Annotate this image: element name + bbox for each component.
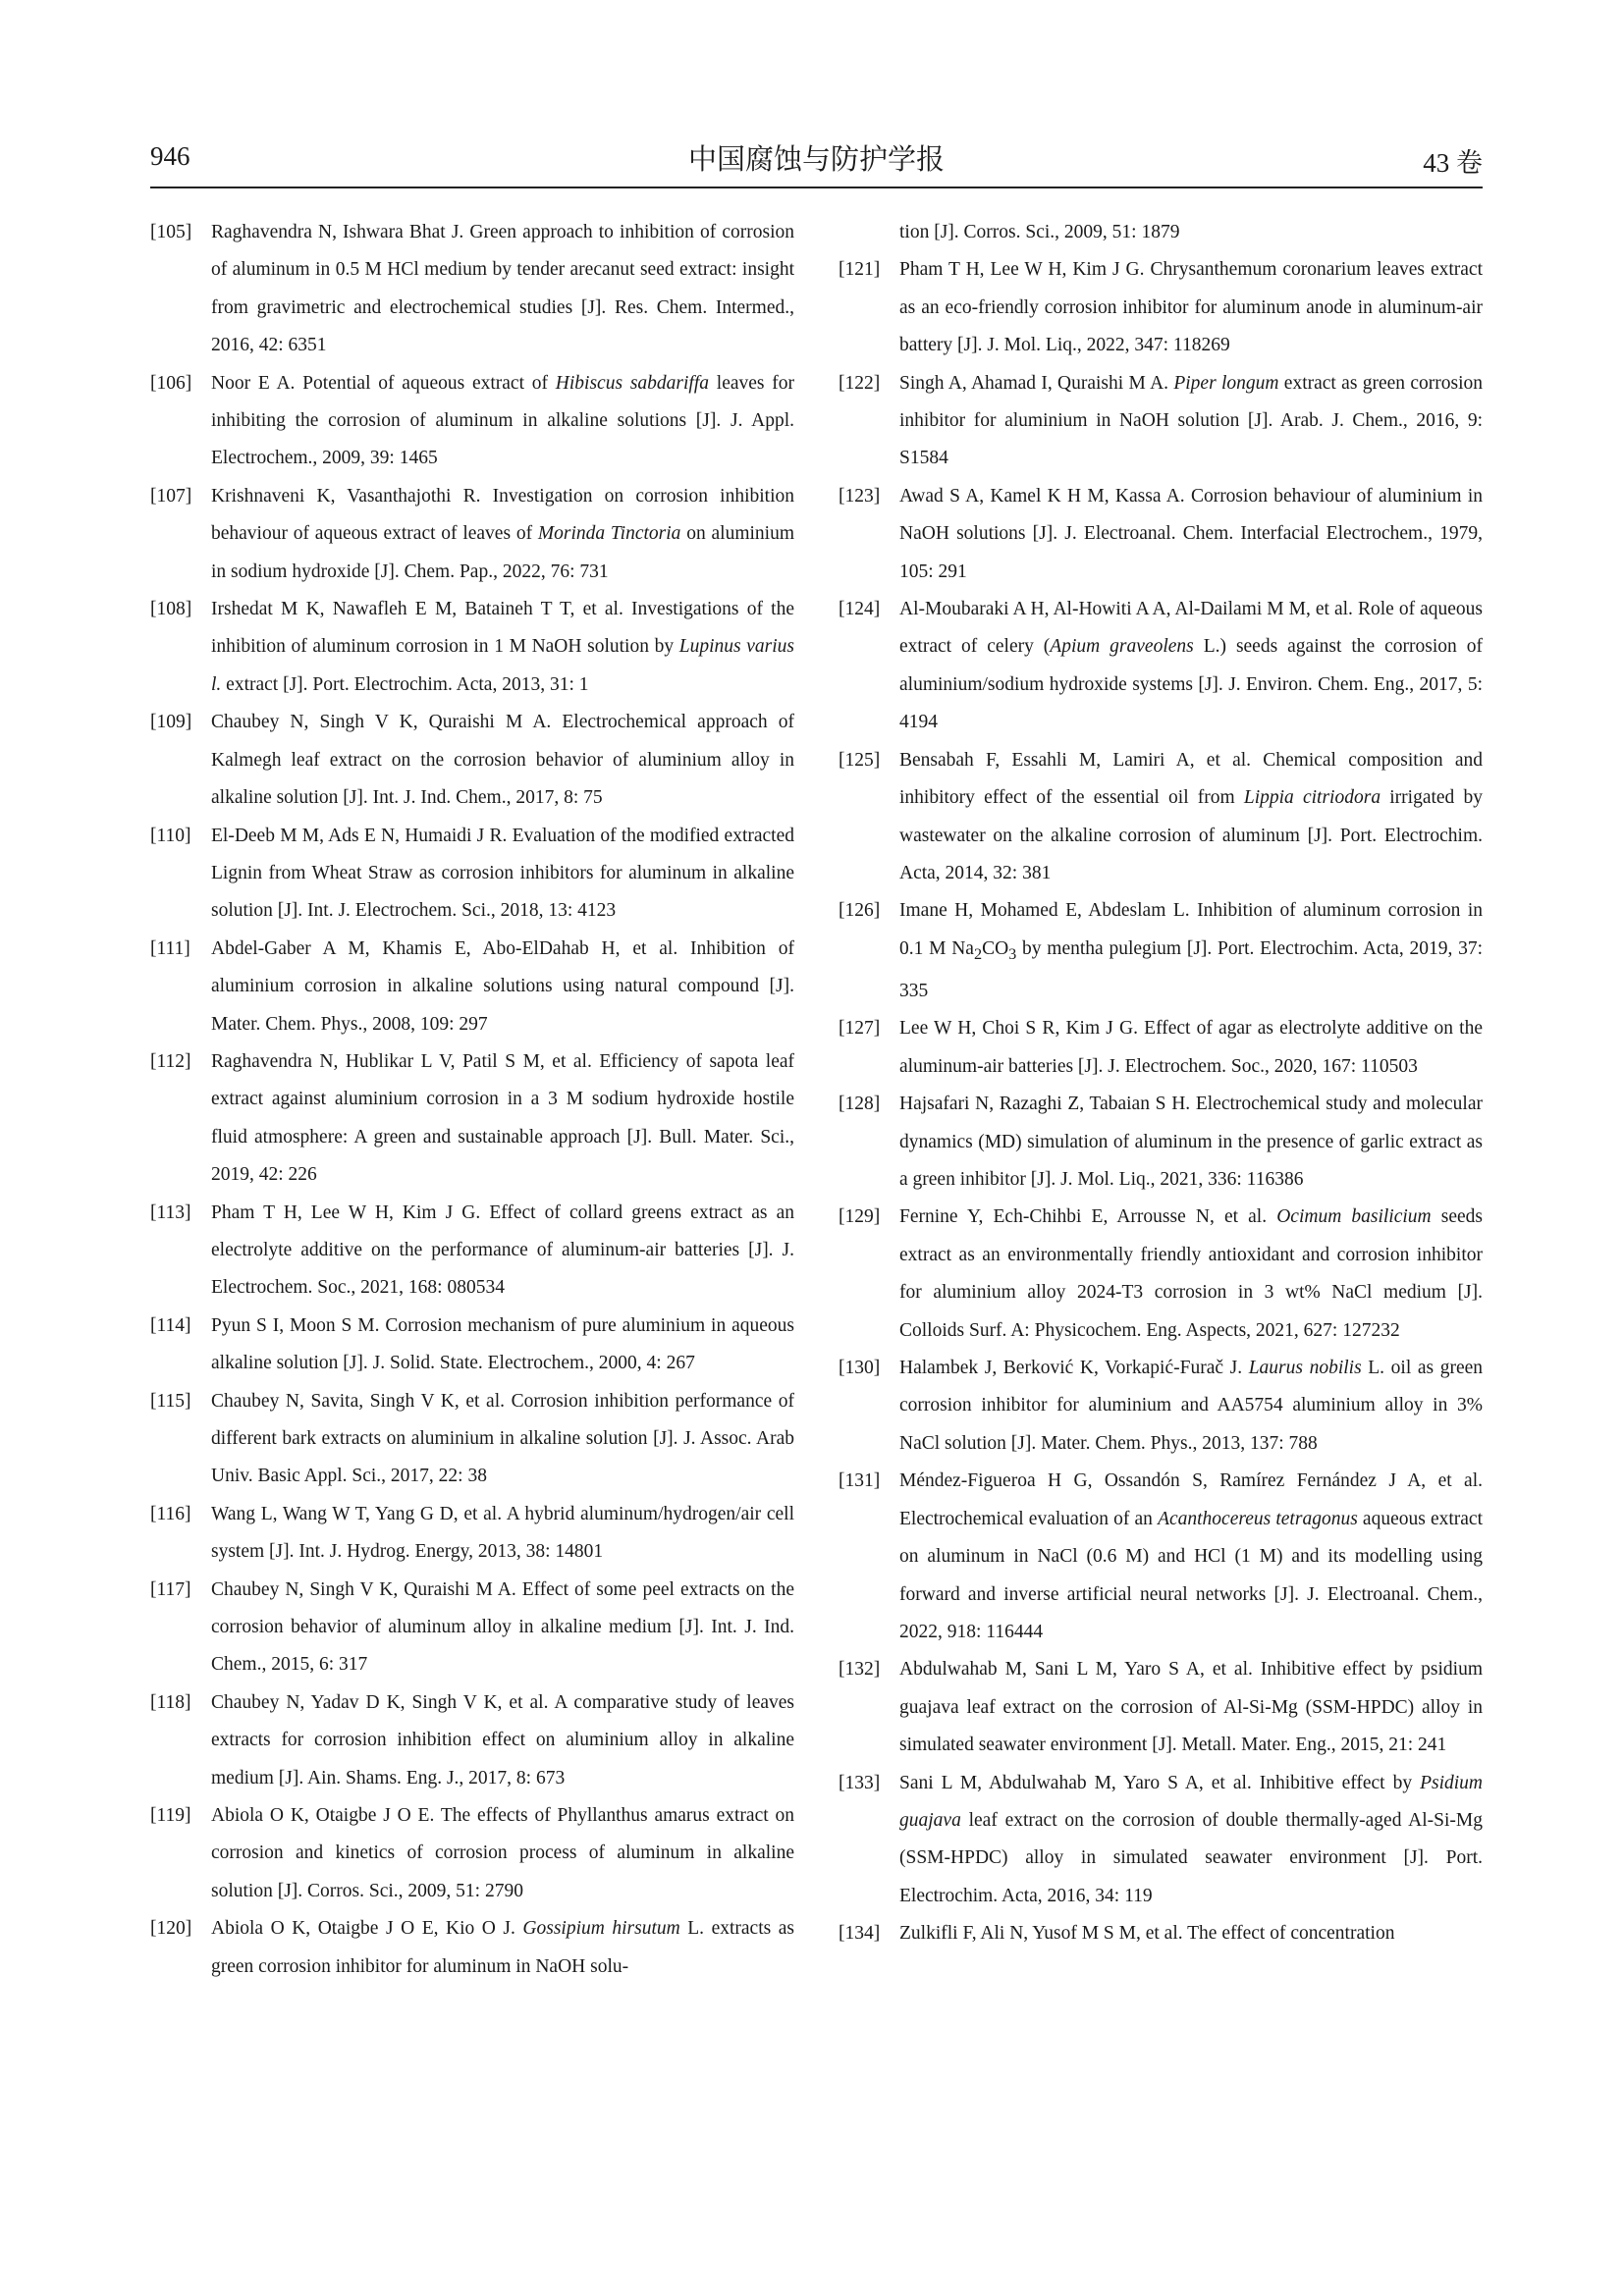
reference-text: 3 bbox=[1008, 944, 1017, 963]
reference-entry bbox=[839, 1350, 1483, 1463]
reference-text: Chaubey N, Singh V K, Quraishi M A. Effect of some peel extracts on the corrosion behavior of aluminum alloy in alkaline medium [J]. Int. J. Ind. Chem., 2015, 6: 317 bbox=[211, 1578, 794, 1676]
reference-number: [111] bbox=[150, 937, 190, 959]
reference-text: Zulkifli F, Ali N, Yusof M S M, et al. The effect of concentration bbox=[899, 1923, 1395, 1945]
reference-text: Abdel-Gaber A M, Khamis E, Abo-ElDahab H, et al. Inhibition of aluminium corrosion in alkaline solutions using natural compound [J]. Mater. Chem. Phys., 2008, 109: 297 bbox=[211, 937, 794, 1035]
reference-number: [117] bbox=[150, 1578, 191, 1600]
reference-entry bbox=[839, 1765, 1483, 1916]
reference-entry bbox=[150, 365, 794, 478]
reference-number: [124] bbox=[839, 599, 881, 620]
reference-entry bbox=[839, 742, 1483, 893]
reference-text: Halambek J, Berković K, Vorkapić-Furač J. bbox=[899, 1358, 1249, 1379]
reference-entry bbox=[839, 1915, 1483, 1952]
reference-number: [122] bbox=[839, 372, 881, 394]
reference-text: 2 bbox=[973, 944, 983, 963]
reference-number: [116] bbox=[150, 1503, 191, 1524]
reference-number: [126] bbox=[839, 900, 881, 922]
reference-entry bbox=[150, 1910, 794, 1986]
reference-italic-text: Psidium guajava bbox=[899, 1772, 1483, 1831]
reference-number: [114] bbox=[150, 1314, 191, 1336]
reference-number: [107] bbox=[150, 485, 192, 507]
reference-column-left bbox=[150, 214, 794, 1986]
reference-text: CO bbox=[982, 937, 1009, 959]
reference-italic-text: Lippia citriodora bbox=[1243, 787, 1381, 809]
reference-text: Abiola O K, Otaigbe J O E, Kio O J. bbox=[211, 1918, 523, 1940]
volume-label: 43 卷 bbox=[1423, 148, 1483, 178]
reference-text: Hajsafari N, Razaghi Z, Tabaian S H. Electrochemical study and molecular dynamics (MD) simulation of aluminum in the presence of garlic extract as a green inhibitor [J]. J. Mol. Liq., 2021, 336: 116386 bbox=[899, 1094, 1483, 1191]
reference-text: Irshedat M K, Nawafleh E M, Bataineh T T, et al. Investigations of the inhibition of aluminum corrosion in 1 M NaOH solution by bbox=[211, 599, 794, 658]
reference-number: [129] bbox=[839, 1206, 881, 1228]
reference-italic-text: Hibiscus sabdariffa bbox=[555, 372, 709, 394]
reference-entry bbox=[150, 931, 794, 1043]
reference-text: Pyun S I, Moon S M. Corrosion mechanism of pure aluminium in aqueous alkaline solution [J]. J. Solid. State. Electrochem., 2000, 4: 267 bbox=[211, 1314, 794, 1374]
reference-number: [113] bbox=[150, 1201, 191, 1223]
reference-text: Pham T H, Lee W H, Kim J G. Chrysanthemum coronarium leaves extract as an eco-friendly corrosion inhibitor for aluminum anode in aluminum-air battery [J]. J. Mol. Liq., 2022, 347: 118269 bbox=[899, 259, 1483, 356]
reference-text: Chaubey N, Singh V K, Quraishi M A. Electrochemical approach of Kalmegh leaf extract on the corrosion behavior of aluminium alloy in alkaline solution [J]. Int. J. Ind. Chem., 2017, 8: 75 bbox=[211, 712, 794, 809]
reference-text: irrigated by wastewater on the alkaline corrosion of aluminum [J]. Port. Electrochim. Acta, 2014, 32: 381 bbox=[899, 787, 1483, 883]
reference-entry bbox=[839, 892, 1483, 1010]
reference-entry bbox=[150, 478, 794, 591]
reference-text: Fernine Y, Ech-Chihbi E, Arrousse N, et al. bbox=[899, 1206, 1277, 1228]
reference-text: Al-Moubaraki A H, Al-Howiti A A, Al-Dailami M M, et al. Role of aqueous extract of celery ( bbox=[899, 599, 1483, 658]
reference-entry bbox=[150, 704, 794, 817]
page-number: 946 bbox=[150, 141, 190, 171]
journal-title: 中国腐蚀与防护学报 bbox=[687, 142, 945, 176]
reference-number: [121] bbox=[839, 259, 881, 281]
reference-number: [115] bbox=[150, 1390, 191, 1412]
reference-italic-text: Apium graveolens bbox=[1050, 636, 1194, 658]
reference-entry bbox=[150, 1043, 794, 1195]
reference-text: Abiola O K, Otaigbe J O E. The effects of Phyllanthus amarus extract on corrosion and kinetics of corrosion process of aluminum in alkaline solution [J]. Corros. Sci., 2009, 51: 2790 bbox=[211, 1805, 794, 1901]
reference-text: Imane H, Mohamed E, Abdeslam L. Inhibition of aluminum corrosion in 0.1 M Na bbox=[899, 900, 1483, 959]
reference-entry bbox=[839, 1199, 1483, 1350]
reference-text: Raghavendra N, Hublikar L V, Patil S M, et al. Efficiency of sapota leaf extract against aluminium corrosion in a 3 M sodium hydroxide hostile fluid atmosphere: A green and sustainable approach [J]. Bull. Mater. Sci., 2019, 42: 226 bbox=[211, 1050, 794, 1186]
reference-entry bbox=[150, 214, 794, 365]
reference-text: leaves for inhibiting the corrosion of aluminum in alkaline solutions [J]. J. Appl. Electrochem., 2009, 39: 1465 bbox=[211, 372, 794, 469]
reference-continuation-text: tion [J]. Corros. Sci., 2009, 51: 1879 bbox=[899, 222, 1180, 242]
reference-number: [130] bbox=[839, 1358, 881, 1379]
header-rule bbox=[150, 187, 1483, 188]
reference-number: [125] bbox=[839, 749, 881, 771]
reference-entry bbox=[150, 818, 794, 931]
reference-number: [110] bbox=[150, 825, 191, 846]
reference-entry bbox=[839, 478, 1483, 591]
reference-number: [106] bbox=[150, 372, 192, 394]
reference-entry bbox=[839, 251, 1483, 364]
reference-text: Lee W H, Choi S R, Kim J G. Effect of agar as electrolyte additive on the aluminum-air batteries [J]. J. Electrochem. Soc., 2020, 167: 110503 bbox=[899, 1018, 1483, 1077]
reference-text: extract [J]. Port. Electrochim. Acta, 2013, 31: 1 bbox=[221, 673, 589, 695]
reference-text: Noor E A. Potential of aqueous extract of bbox=[211, 372, 556, 394]
reference-number: [105] bbox=[150, 222, 192, 242]
reference-entry bbox=[150, 591, 794, 704]
reference-italic-text: Gossipium hirsutum bbox=[522, 1918, 680, 1940]
reference-number: [108] bbox=[150, 599, 192, 620]
reference-text: aqueous extract on aluminum in NaCl (0.6 M) and HCl (1 M) and its modelling using forward and inverse artificial neural networks [J]. J. Electroanal. Chem., 2022, 918: 116444 bbox=[899, 1508, 1483, 1642]
reference-text: seeds extract as an environmentally friendly antioxidant and corrosion inhibitor for aluminium alloy 2024-T3 corrosion in 3 wt% NaCl medium [J]. Colloids Surf. A: Physicochem. Eng. Aspects, 2021, 627: 127232 bbox=[899, 1206, 1483, 1341]
page-header bbox=[150, 133, 1483, 188]
reference-italic-text: Lupinus varius l. bbox=[211, 636, 794, 695]
reference-text: leaf extract on the corrosion of double thermally-aged Al-Si-Mg (SSM-HPDC) alloy in simulated seawater environment [J]. Port. Electrochim. Acta, 2016, 34: 119 bbox=[899, 1809, 1483, 1906]
reference-number: [112] bbox=[150, 1050, 191, 1072]
reference-entry bbox=[839, 1463, 1483, 1651]
reference-text: Krishnaveni K, Vasanthajothi R. Investigation on corrosion inhibition behaviour of aqueous extract of leaves of bbox=[211, 485, 794, 545]
reference-text: by mentha pulegium [J]. Port. Electrochim. Acta, 2019, 37: 335 bbox=[899, 937, 1483, 1002]
reference-number: [120] bbox=[150, 1918, 192, 1940]
reference-text: extract as green corrosion inhibitor for aluminium in NaOH solution [J]. Arab. J. Chem., 2016, 9: S1584 bbox=[899, 372, 1483, 469]
reference-text: Bensabah F, Essahli M, Lamiri A, et al. Chemical composition and inhibitory effect of the essential oil from bbox=[899, 749, 1483, 809]
reference-entry bbox=[839, 365, 1483, 478]
reference-entry bbox=[150, 1308, 794, 1383]
reference-italic-text: Piper longum bbox=[1173, 372, 1279, 394]
reference-number: [123] bbox=[839, 485, 881, 507]
reference-number: [132] bbox=[839, 1659, 881, 1681]
reference-entry bbox=[839, 1651, 1483, 1764]
reference-text: Singh A, Ahamad I, Quraishi M A. bbox=[899, 372, 1174, 394]
reference-continuation bbox=[839, 214, 1483, 251]
reference-text: El-Deeb M M, Ads E N, Humaidi J R. Evaluation of the modified extracted Lignin from Wheat Straw as corrosion inhibitors for aluminum in alkaline solution [J]. Int. J. Electrochem. Sci., 2018, 13: 4123 bbox=[211, 825, 794, 922]
reference-italic-text: Ocimum basilicium bbox=[1276, 1206, 1432, 1228]
reference-number: [134] bbox=[839, 1923, 881, 1945]
reference-entry bbox=[150, 1572, 794, 1684]
reference-text: Awad S A, Kamel K H M, Kassa A. Corrosion behaviour of aluminium in NaOH solutions [J]. J. Electroanal. Chem. Interfacial Electrochem., 1979, 105: 291 bbox=[899, 485, 1483, 582]
reference-italic-text: Acanthocereus tetragonus bbox=[1158, 1508, 1358, 1529]
reference-number: [133] bbox=[839, 1772, 881, 1793]
reference-text: Chaubey N, Yadav D K, Singh V K, et al. A comparative study of leaves extracts for corrosion inhibition effect on aluminium alloy in alkaline medium [J]. Ain. Shams. Eng. J., 2017, 8: 673 bbox=[211, 1691, 794, 1789]
reference-entry bbox=[150, 1797, 794, 1910]
reference-italic-text: Morinda Tinctoria bbox=[537, 523, 681, 545]
reference-entry bbox=[150, 1383, 794, 1496]
reference-number: [118] bbox=[150, 1691, 191, 1713]
reference-text: Pham T H, Lee W H, Kim J G. Effect of collard greens extract as an electrolyte additive on the performance of aluminum-air batteries [J]. J. Electrochem. Soc., 2021, 168: 080534 bbox=[211, 1201, 794, 1299]
reference-number: [131] bbox=[839, 1470, 881, 1492]
reference-text: L. extracts as green corrosion inhibitor for aluminum in NaOH solu- bbox=[211, 1918, 794, 1977]
reference-column-right bbox=[839, 214, 1483, 1953]
reference-text: Abdulwahab M, Sani L M, Yaro S A, et al. Inhibitive effect by psidium guajava leaf extract on the corrosion of Al-Si-Mg (SSM-HPDC) alloy in simulated seawater environment [J]. Metall. Mater. Eng., 2015, 21: 241 bbox=[899, 1659, 1483, 1756]
reference-number: [128] bbox=[839, 1094, 881, 1115]
reference-text: Méndez-Figueroa H G, Ossandón S, Ramírez Fernández J A, et al. Electrochemical evaluation of an bbox=[899, 1470, 1483, 1529]
reference-entry bbox=[839, 1086, 1483, 1199]
reference-text: L.) seeds against the corrosion of aluminium/sodium hydroxide systems [J]. J. Environ. Chem. Eng., 2017, 5: 4194 bbox=[899, 636, 1483, 733]
reference-italic-text: Laurus nobilis bbox=[1248, 1358, 1362, 1379]
reference-text: Chaubey N, Savita, Singh V K, et al. Corrosion inhibition performance of different bark extracts on aluminium in alkaline solution [J]. J. Assoc. Arab Univ. Basic Appl. Sci., 2017, 22: 38 bbox=[211, 1390, 794, 1487]
reference-entry bbox=[150, 1496, 794, 1572]
reference-number: [119] bbox=[150, 1805, 191, 1827]
reference-text: Raghavendra N, Ishwara Bhat J. Green approach to inhibition of corrosion of aluminum in 0.5 M HCl medium by tender arecanut seed extract: insight from gravimetric and electrochemical studies [J]. Res. Chem. Intermed., 2016, 42: 6351 bbox=[211, 222, 794, 356]
reference-number: [109] bbox=[150, 712, 192, 733]
reference-text: Wang L, Wang W T, Yang G D, et al. A hybrid aluminum/hydrogen/air cell system [J]. Int. J. Hydrog. Energy, 2013, 38: 14801 bbox=[211, 1503, 794, 1563]
reference-text: L. oil as green corrosion inhibitor for aluminium and AA5754 aluminium alloy in 3% NaCl solution [J]. Mater. Chem. Phys., 2013, 137: 788 bbox=[899, 1358, 1484, 1454]
reference-entry bbox=[839, 1010, 1483, 1086]
reference-entry bbox=[150, 1195, 794, 1308]
reference-number: [127] bbox=[839, 1018, 881, 1040]
reference-entry bbox=[839, 591, 1483, 742]
reference-text: Sani L M, Abdulwahab M, Yaro S A, et al. Inhibitive effect by bbox=[899, 1772, 1421, 1793]
reference-entry bbox=[150, 1684, 794, 1797]
reference-text: on aluminium in sodium hydroxide [J]. Chem. Pap., 2022, 76: 731 bbox=[211, 523, 794, 582]
